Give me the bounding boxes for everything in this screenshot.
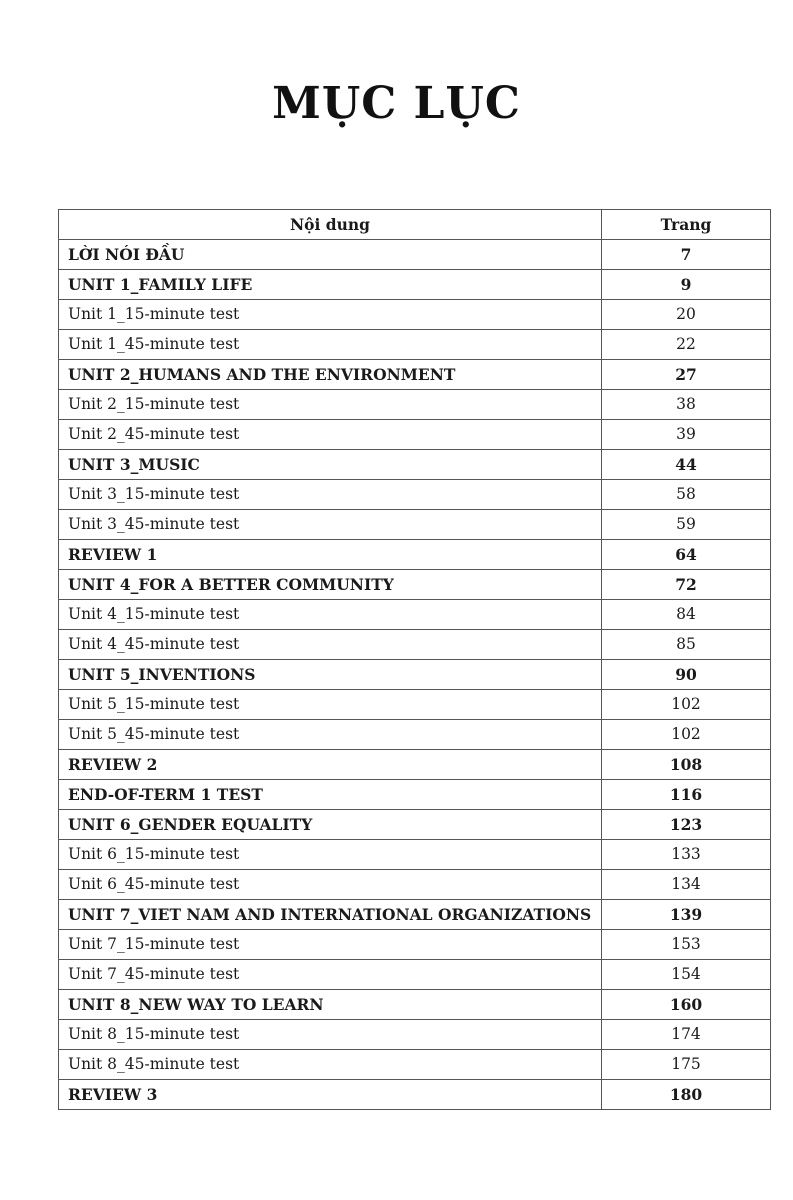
entry-title: END-OF-TERM 1 TEST: [59, 780, 602, 810]
header-page: Trang: [602, 210, 771, 240]
table-row: [59, 990, 771, 1020]
table-row: [59, 1020, 771, 1050]
entry-title: Unit 1_15-minute test: [59, 300, 602, 330]
entry-page-number: 7: [602, 240, 771, 270]
table-row: [59, 810, 771, 840]
table-row: [59, 570, 771, 600]
entry-title: REVIEW 2: [59, 750, 602, 780]
table-row: [59, 900, 771, 930]
entry-title: Unit 1_45-minute test: [59, 330, 602, 360]
table-row: [59, 690, 771, 720]
table-row: [59, 870, 771, 900]
entry-page-number: 85: [602, 630, 771, 660]
table-row: [59, 930, 771, 960]
table-row: [59, 390, 771, 420]
entry-page-number: 72: [602, 570, 771, 600]
entry-page-number: 20: [602, 300, 771, 330]
entry-title: Unit 6_45-minute test: [59, 870, 602, 900]
entry-page-number: 180: [602, 1080, 771, 1110]
entry-page-number: 134: [602, 870, 771, 900]
entry-title: UNIT 7_VIET NAM AND INTERNATIONAL ORGANIZATIONS: [59, 900, 602, 930]
entry-title: Unit 2_45-minute test: [59, 420, 602, 450]
table-row: [59, 600, 771, 630]
entry-page-number: 174: [602, 1020, 771, 1050]
entry-page-number: 39: [602, 420, 771, 450]
table-row: [59, 1050, 771, 1080]
entry-page-number: 123: [602, 810, 771, 840]
entry-page-number: 44: [602, 450, 771, 480]
entry-page-number: 38: [602, 390, 771, 420]
entry-page-number: 90: [602, 660, 771, 690]
entry-title: UNIT 6_GENDER EQUALITY: [59, 810, 602, 840]
table-row: [59, 360, 771, 390]
entry-title: Unit 2_15-minute test: [59, 390, 602, 420]
entry-page-number: 102: [602, 720, 771, 750]
table-row: [59, 270, 771, 300]
entry-title: Unit 8_15-minute test: [59, 1020, 602, 1050]
header-content: Nội dung: [59, 210, 602, 240]
entry-page-number: 154: [602, 960, 771, 990]
table-row: [59, 630, 771, 660]
entry-page-number: 22: [602, 330, 771, 360]
table-row: [59, 780, 771, 810]
page-title: MỤC LỤC: [272, 78, 521, 129]
entry-title: REVIEW 1: [59, 540, 602, 570]
entry-page-number: 153: [602, 930, 771, 960]
entry-title: UNIT 3_MUSIC: [59, 450, 602, 480]
entry-title: UNIT 4_FOR A BETTER COMMUNITY: [59, 570, 602, 600]
entry-title: UNIT 8_NEW WAY TO LEARN: [59, 990, 602, 1020]
entry-title: UNIT 1_FAMILY LIFE: [59, 270, 602, 300]
table-row: [59, 510, 771, 540]
entry-title: Unit 3_15-minute test: [59, 480, 602, 510]
entry-title: Unit 5_15-minute test: [59, 690, 602, 720]
table-row: [59, 420, 771, 450]
table-row: [59, 450, 771, 480]
table-row: [59, 960, 771, 990]
table-header-row: [59, 210, 771, 240]
entry-title: Unit 5_45-minute test: [59, 720, 602, 750]
table-row: [59, 720, 771, 750]
entry-page-number: 108: [602, 750, 771, 780]
entry-title: Unit 4_45-minute test: [59, 630, 602, 660]
entry-title: Unit 7_15-minute test: [59, 930, 602, 960]
entry-title: Unit 7_45-minute test: [59, 960, 602, 990]
entry-page-number: 59: [602, 510, 771, 540]
table-row: [59, 300, 771, 330]
table-body: [59, 240, 771, 1110]
entry-title: UNIT 5_INVENTIONS: [59, 660, 602, 690]
entry-page-number: 84: [602, 600, 771, 630]
entry-title: REVIEW 3: [59, 1080, 602, 1110]
entry-page-number: 27: [602, 360, 771, 390]
entry-title: Unit 8_45-minute test: [59, 1050, 602, 1080]
table-row: [59, 240, 771, 270]
table-of-contents: [58, 209, 771, 1110]
entry-page-number: 102: [602, 690, 771, 720]
entry-title: Unit 3_45-minute test: [59, 510, 602, 540]
entry-page-number: 139: [602, 900, 771, 930]
entry-page-number: 64: [602, 540, 771, 570]
entry-page-number: 58: [602, 480, 771, 510]
entry-page-number: 9: [602, 270, 771, 300]
entry-title: LỜI NÓI ĐẦU: [59, 240, 602, 270]
table-row: [59, 660, 771, 690]
entry-page-number: 175: [602, 1050, 771, 1080]
table-row: [59, 840, 771, 870]
entry-page-number: 116: [602, 780, 771, 810]
table-row: [59, 1080, 771, 1110]
table-row: [59, 480, 771, 510]
entry-page-number: 160: [602, 990, 771, 1020]
table-row: [59, 540, 771, 570]
table-row: [59, 330, 771, 360]
entry-title: UNIT 2_HUMANS AND THE ENVIRONMENT: [59, 360, 602, 390]
entry-title: Unit 6_15-minute test: [59, 840, 602, 870]
table-row: [59, 750, 771, 780]
entry-page-number: 133: [602, 840, 771, 870]
entry-title: Unit 4_15-minute test: [59, 600, 602, 630]
